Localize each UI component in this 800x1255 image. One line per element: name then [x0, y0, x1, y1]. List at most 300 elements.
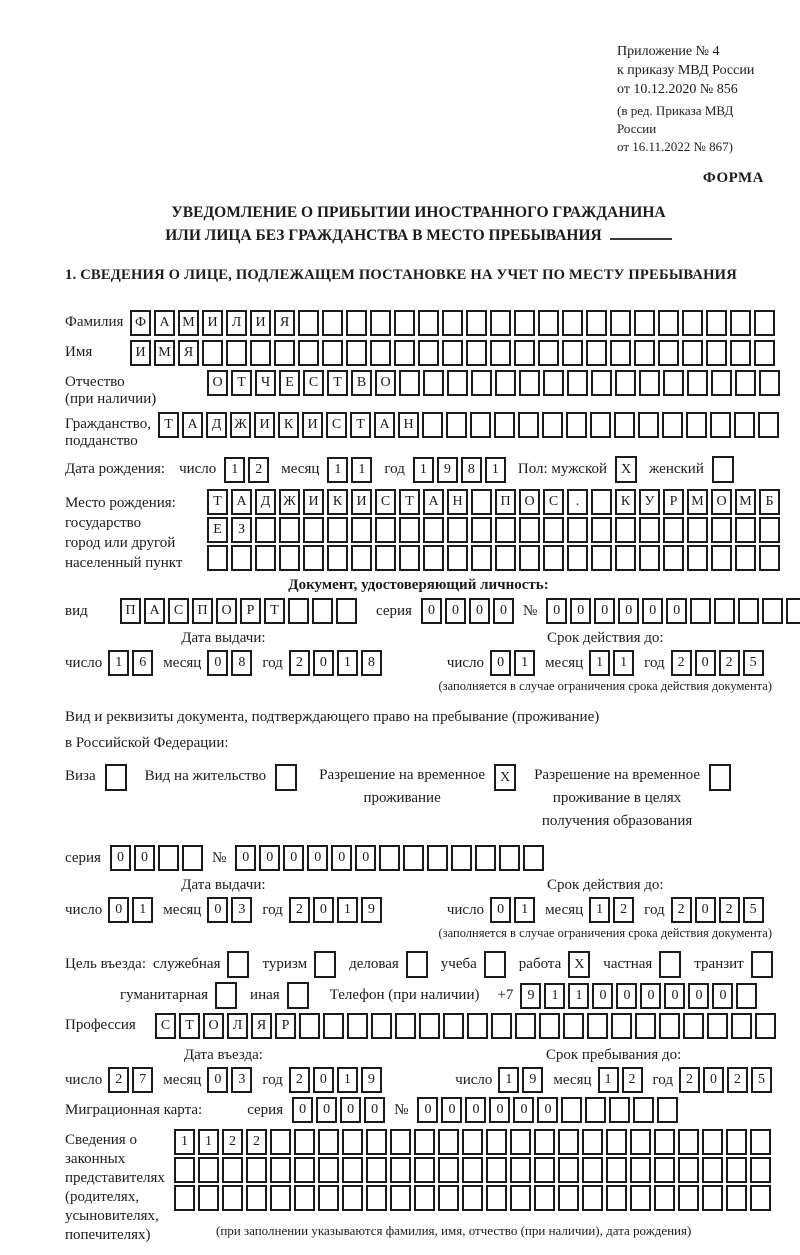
birth-place-char-box[interactable]: [303, 545, 324, 571]
residence-valid-year-box[interactable]: 2: [719, 897, 740, 923]
profession-char-box[interactable]: [707, 1013, 728, 1039]
patronymic-char-box[interactable]: [759, 370, 780, 396]
surname-char-box[interactable]: [610, 310, 631, 336]
representatives-char-box[interactable]: [750, 1157, 771, 1183]
profession-char-box[interactable]: [611, 1013, 632, 1039]
birth-place-char-box[interactable]: [471, 545, 492, 571]
representatives-char-box[interactable]: [174, 1157, 195, 1183]
entry-year-box[interactable]: 1: [337, 1067, 358, 1093]
citizenship-char-box[interactable]: [542, 412, 563, 438]
birth-place-char-box[interactable]: [615, 517, 636, 543]
profession-char-box[interactable]: [491, 1013, 512, 1039]
purpose-work-cell[interactable]: X: [568, 951, 590, 978]
phone-digit-box[interactable]: 1: [568, 983, 589, 1009]
patronymic-char-box[interactable]: Т: [327, 370, 348, 396]
citizenship-char-box[interactable]: [470, 412, 491, 438]
migration-number-box[interactable]: [609, 1097, 630, 1123]
surname-char-box[interactable]: [370, 310, 391, 336]
birth-place-char-box[interactable]: [591, 517, 612, 543]
citizenship-char-box[interactable]: [566, 412, 587, 438]
residence-issue-year-box[interactable]: 2: [289, 897, 310, 923]
residence-number-box[interactable]: 0: [283, 845, 304, 871]
birth-place-char-box[interactable]: [423, 545, 444, 571]
migration-number-box[interactable]: 0: [417, 1097, 438, 1123]
given-name-char-box[interactable]: [274, 340, 295, 366]
identity-valid-day-box[interactable]: 0: [490, 650, 511, 676]
birth-place-char-box[interactable]: [447, 545, 468, 571]
identity-valid-month-box[interactable]: 1: [589, 650, 610, 676]
birth-place-char-box[interactable]: [231, 545, 252, 571]
residence-valid-day-box[interactable]: 1: [514, 897, 535, 923]
representatives-char-box[interactable]: [726, 1129, 747, 1155]
identity-issue-year-box[interactable]: 8: [361, 650, 382, 676]
representatives-char-box[interactable]: [342, 1129, 363, 1155]
citizenship-char-box[interactable]: [494, 412, 515, 438]
representatives-char-box[interactable]: 2: [246, 1129, 267, 1155]
birth-year-box[interactable]: 1: [413, 457, 434, 483]
identity-valid-year-box[interactable]: 2: [671, 650, 692, 676]
representatives-char-box[interactable]: [630, 1185, 651, 1211]
identity-series-box[interactable]: 0: [421, 598, 442, 624]
representatives-char-box[interactable]: [558, 1157, 579, 1183]
residence-issue-month-box[interactable]: 0: [207, 897, 228, 923]
birth-place-char-box[interactable]: [447, 517, 468, 543]
phone-digit-box[interactable]: 0: [712, 983, 733, 1009]
surname-char-box[interactable]: [634, 310, 655, 336]
profession-char-box[interactable]: [635, 1013, 656, 1039]
identity-kind-char-box[interactable]: О: [216, 598, 237, 624]
profession-char-box[interactable]: [731, 1013, 752, 1039]
stay-year-box[interactable]: 0: [703, 1067, 724, 1093]
birth-place-char-box[interactable]: [327, 517, 348, 543]
identity-kind-char-box[interactable]: А: [144, 598, 165, 624]
phone-digit-box[interactable]: 0: [592, 983, 613, 1009]
given-name-char-box[interactable]: [538, 340, 559, 366]
residence-permit-cell[interactable]: [275, 764, 297, 791]
given-name-char-box[interactable]: [394, 340, 415, 366]
birth-place-char-box[interactable]: Т: [399, 489, 420, 515]
representatives-char-box[interactable]: 1: [174, 1129, 195, 1155]
birth-place-char-box[interactable]: [711, 545, 732, 571]
patronymic-char-box[interactable]: Ч: [255, 370, 276, 396]
birth-place-char-box[interactable]: [567, 545, 588, 571]
citizenship-char-box[interactable]: [422, 412, 443, 438]
profession-char-box[interactable]: [371, 1013, 392, 1039]
given-name-char-box[interactable]: [682, 340, 703, 366]
birth-place-char-box[interactable]: [543, 545, 564, 571]
phone-digit-box[interactable]: [736, 983, 757, 1009]
birth-place-char-box[interactable]: [543, 517, 564, 543]
migration-number-box[interactable]: 0: [465, 1097, 486, 1123]
patronymic-char-box[interactable]: [735, 370, 756, 396]
residence-valid-month-box[interactable]: 1: [589, 897, 610, 923]
profession-char-box[interactable]: [347, 1013, 368, 1039]
profession-char-box[interactable]: Т: [179, 1013, 200, 1039]
identity-valid-year-box[interactable]: 0: [695, 650, 716, 676]
patronymic-char-box[interactable]: [471, 370, 492, 396]
identity-issue-month-box[interactable]: 8: [231, 650, 252, 676]
identity-kind-char-box[interactable]: [312, 598, 333, 624]
residence-number-box[interactable]: 0: [259, 845, 280, 871]
patronymic-char-box[interactable]: О: [207, 370, 228, 396]
representatives-char-box[interactable]: [246, 1157, 267, 1183]
given-name-char-box[interactable]: [562, 340, 583, 366]
migration-number-box[interactable]: 0: [537, 1097, 558, 1123]
birth-place-char-box[interactable]: А: [423, 489, 444, 515]
sex-male-cell[interactable]: X: [615, 456, 637, 483]
identity-kind-char-box[interactable]: Т: [264, 598, 285, 624]
patronymic-char-box[interactable]: [615, 370, 636, 396]
identity-valid-year-box[interactable]: 2: [719, 650, 740, 676]
birth-place-char-box[interactable]: [399, 545, 420, 571]
surname-char-box[interactable]: [490, 310, 511, 336]
citizenship-char-box[interactable]: А: [374, 412, 395, 438]
profession-char-box[interactable]: [395, 1013, 416, 1039]
phone-digit-box[interactable]: 0: [664, 983, 685, 1009]
birth-place-char-box[interactable]: [399, 517, 420, 543]
citizenship-char-box[interactable]: [590, 412, 611, 438]
representatives-char-box[interactable]: [270, 1185, 291, 1211]
representatives-char-box[interactable]: [294, 1129, 315, 1155]
patronymic-char-box[interactable]: [711, 370, 732, 396]
birth-place-char-box[interactable]: И: [351, 489, 372, 515]
migration-number-box[interactable]: 0: [513, 1097, 534, 1123]
birth-month-box[interactable]: 1: [351, 457, 372, 483]
profession-char-box[interactable]: [515, 1013, 536, 1039]
representatives-char-box[interactable]: [510, 1129, 531, 1155]
birth-place-char-box[interactable]: М: [735, 489, 756, 515]
representatives-char-box[interactable]: [222, 1185, 243, 1211]
citizenship-char-box[interactable]: Н: [398, 412, 419, 438]
given-name-char-box[interactable]: [586, 340, 607, 366]
surname-char-box[interactable]: [754, 310, 775, 336]
birth-place-char-box[interactable]: Н: [447, 489, 468, 515]
patronymic-char-box[interactable]: [663, 370, 684, 396]
given-name-char-box[interactable]: [346, 340, 367, 366]
representatives-char-box[interactable]: [342, 1185, 363, 1211]
representatives-char-box[interactable]: [222, 1157, 243, 1183]
surname-char-box[interactable]: Я: [274, 310, 295, 336]
given-name-char-box[interactable]: [226, 340, 247, 366]
birth-place-char-box[interactable]: [519, 517, 540, 543]
phone-digit-box[interactable]: 0: [688, 983, 709, 1009]
birth-place-char-box[interactable]: С: [543, 489, 564, 515]
representatives-char-box[interactable]: [438, 1185, 459, 1211]
surname-char-box[interactable]: [586, 310, 607, 336]
representatives-char-box[interactable]: [366, 1129, 387, 1155]
birth-place-char-box[interactable]: [207, 545, 228, 571]
profession-char-box[interactable]: [323, 1013, 344, 1039]
given-name-char-box[interactable]: М: [154, 340, 175, 366]
identity-kind-char-box[interactable]: П: [120, 598, 141, 624]
entry-year-box[interactable]: 2: [289, 1067, 310, 1093]
representatives-char-box[interactable]: [486, 1157, 507, 1183]
migration-number-box[interactable]: [561, 1097, 582, 1123]
given-name-char-box[interactable]: [370, 340, 391, 366]
representatives-char-box[interactable]: [582, 1129, 603, 1155]
representatives-char-box[interactable]: [462, 1185, 483, 1211]
birth-place-char-box[interactable]: А: [231, 489, 252, 515]
representatives-char-box[interactable]: [726, 1185, 747, 1211]
patronymic-char-box[interactable]: [639, 370, 660, 396]
residence-number-box[interactable]: [499, 845, 520, 871]
birth-place-char-box[interactable]: М: [687, 489, 708, 515]
patronymic-char-box[interactable]: [423, 370, 444, 396]
surname-char-box[interactable]: [562, 310, 583, 336]
representatives-char-box[interactable]: [534, 1129, 555, 1155]
representatives-char-box[interactable]: [678, 1185, 699, 1211]
birth-place-char-box[interactable]: [279, 545, 300, 571]
birth-place-char-box[interactable]: Е: [207, 517, 228, 543]
birth-place-char-box[interactable]: [663, 517, 684, 543]
representatives-char-box[interactable]: [198, 1185, 219, 1211]
given-name-char-box[interactable]: [250, 340, 271, 366]
identity-number-box[interactable]: [690, 598, 711, 624]
representatives-char-box[interactable]: [654, 1185, 675, 1211]
profession-char-box[interactable]: [539, 1013, 560, 1039]
migration-number-box[interactable]: [657, 1097, 678, 1123]
patronymic-char-box[interactable]: [447, 370, 468, 396]
residence-series-box[interactable]: [182, 845, 203, 871]
temp-residence-cell[interactable]: X: [494, 764, 516, 791]
birth-place-char-box[interactable]: [711, 517, 732, 543]
birth-place-char-box[interactable]: К: [615, 489, 636, 515]
representatives-char-box[interactable]: [702, 1185, 723, 1211]
representatives-char-box[interactable]: [294, 1157, 315, 1183]
birth-place-char-box[interactable]: [591, 545, 612, 571]
profession-char-box[interactable]: Я: [251, 1013, 272, 1039]
representatives-char-box[interactable]: [606, 1129, 627, 1155]
representatives-char-box[interactable]: [270, 1129, 291, 1155]
residence-series-box[interactable]: [158, 845, 179, 871]
profession-char-box[interactable]: [563, 1013, 584, 1039]
profession-char-box[interactable]: О: [203, 1013, 224, 1039]
given-name-char-box[interactable]: [490, 340, 511, 366]
given-name-char-box[interactable]: [514, 340, 535, 366]
stay-month-box[interactable]: 1: [598, 1067, 619, 1093]
citizenship-char-box[interactable]: Д: [206, 412, 227, 438]
birth-place-char-box[interactable]: Т: [207, 489, 228, 515]
identity-issue-month-box[interactable]: 0: [207, 650, 228, 676]
identity-series-box[interactable]: 0: [469, 598, 490, 624]
surname-char-box[interactable]: И: [202, 310, 223, 336]
stay-day-box[interactable]: 1: [498, 1067, 519, 1093]
birth-place-char-box[interactable]: У: [639, 489, 660, 515]
birth-place-char-box[interactable]: [351, 545, 372, 571]
identity-issue-year-box[interactable]: 2: [289, 650, 310, 676]
birth-place-char-box[interactable]: [327, 545, 348, 571]
surname-char-box[interactable]: А: [154, 310, 175, 336]
entry-year-box[interactable]: 9: [361, 1067, 382, 1093]
identity-number-box[interactable]: 0: [570, 598, 591, 624]
representatives-char-box[interactable]: [486, 1185, 507, 1211]
residence-series-box[interactable]: 0: [110, 845, 131, 871]
representatives-char-box[interactable]: [342, 1157, 363, 1183]
representatives-char-box[interactable]: [270, 1157, 291, 1183]
surname-char-box[interactable]: [538, 310, 559, 336]
birth-place-char-box[interactable]: [663, 545, 684, 571]
identity-number-box[interactable]: 0: [546, 598, 567, 624]
phone-digit-box[interactable]: 0: [640, 983, 661, 1009]
patronymic-char-box[interactable]: [519, 370, 540, 396]
residence-number-box[interactable]: 0: [235, 845, 256, 871]
patronymic-char-box[interactable]: С: [303, 370, 324, 396]
citizenship-char-box[interactable]: А: [182, 412, 203, 438]
surname-char-box[interactable]: [322, 310, 343, 336]
identity-number-box[interactable]: [786, 598, 800, 624]
migration-series-box[interactable]: 0: [316, 1097, 337, 1123]
citizenship-char-box[interactable]: [662, 412, 683, 438]
birth-place-char-box[interactable]: Ж: [279, 489, 300, 515]
birth-place-char-box[interactable]: [471, 489, 492, 515]
surname-char-box[interactable]: Ф: [130, 310, 151, 336]
given-name-char-box[interactable]: И: [130, 340, 151, 366]
birth-place-char-box[interactable]: [351, 517, 372, 543]
representatives-char-box[interactable]: [582, 1157, 603, 1183]
residence-number-box[interactable]: 0: [307, 845, 328, 871]
representatives-char-box[interactable]: [534, 1185, 555, 1211]
profession-char-box[interactable]: Р: [275, 1013, 296, 1039]
citizenship-char-box[interactable]: [518, 412, 539, 438]
representatives-char-box[interactable]: [726, 1157, 747, 1183]
birth-place-char-box[interactable]: [255, 517, 276, 543]
representatives-char-box[interactable]: [630, 1129, 651, 1155]
identity-valid-month-box[interactable]: 1: [613, 650, 634, 676]
surname-char-box[interactable]: И: [250, 310, 271, 336]
identity-kind-char-box[interactable]: [288, 598, 309, 624]
profession-char-box[interactable]: [659, 1013, 680, 1039]
representatives-char-box[interactable]: 2: [222, 1129, 243, 1155]
entry-day-box[interactable]: 2: [108, 1067, 129, 1093]
identity-kind-char-box[interactable]: [336, 598, 357, 624]
birth-place-char-box[interactable]: О: [711, 489, 732, 515]
migration-number-box[interactable]: 0: [489, 1097, 510, 1123]
birth-place-char-box[interactable]: [471, 517, 492, 543]
birth-place-char-box[interactable]: [375, 545, 396, 571]
migration-number-box[interactable]: 0: [441, 1097, 462, 1123]
purpose-private-cell[interactable]: [659, 951, 681, 978]
surname-char-box[interactable]: [658, 310, 679, 336]
representatives-char-box[interactable]: [318, 1157, 339, 1183]
representatives-char-box[interactable]: [654, 1157, 675, 1183]
birth-place-char-box[interactable]: Д: [255, 489, 276, 515]
patronymic-char-box[interactable]: В: [351, 370, 372, 396]
identity-kind-char-box[interactable]: П: [192, 598, 213, 624]
given-name-char-box[interactable]: [634, 340, 655, 366]
birth-place-char-box[interactable]: З: [231, 517, 252, 543]
representatives-char-box[interactable]: [438, 1129, 459, 1155]
representatives-char-box[interactable]: [414, 1157, 435, 1183]
representatives-char-box[interactable]: [414, 1129, 435, 1155]
given-name-char-box[interactable]: [322, 340, 343, 366]
entry-year-box[interactable]: 0: [313, 1067, 334, 1093]
entry-month-box[interactable]: 0: [207, 1067, 228, 1093]
birth-day-box[interactable]: 2: [248, 457, 269, 483]
representatives-char-box[interactable]: 1: [198, 1129, 219, 1155]
patronymic-char-box[interactable]: [567, 370, 588, 396]
residence-issue-month-box[interactable]: 3: [231, 897, 252, 923]
citizenship-char-box[interactable]: Т: [350, 412, 371, 438]
birth-place-char-box[interactable]: К: [327, 489, 348, 515]
birth-place-char-box[interactable]: [591, 489, 612, 515]
identity-valid-year-box[interactable]: 5: [743, 650, 764, 676]
patronymic-char-box[interactable]: [495, 370, 516, 396]
identity-number-box[interactable]: [738, 598, 759, 624]
citizenship-char-box[interactable]: [686, 412, 707, 438]
representatives-char-box[interactable]: [534, 1157, 555, 1183]
birth-place-char-box[interactable]: [615, 545, 636, 571]
citizenship-char-box[interactable]: [614, 412, 635, 438]
purpose-humanitarian-cell[interactable]: [215, 982, 237, 1009]
birth-year-box[interactable]: 1: [485, 457, 506, 483]
stay-month-box[interactable]: 2: [622, 1067, 643, 1093]
profession-char-box[interactable]: [683, 1013, 704, 1039]
patronymic-char-box[interactable]: [543, 370, 564, 396]
identity-number-box[interactable]: [714, 598, 735, 624]
profession-char-box[interactable]: С: [155, 1013, 176, 1039]
given-name-char-box[interactable]: [442, 340, 463, 366]
surname-char-box[interactable]: [514, 310, 535, 336]
profession-char-box[interactable]: [587, 1013, 608, 1039]
patronymic-char-box[interactable]: [687, 370, 708, 396]
representatives-char-box[interactable]: [558, 1129, 579, 1155]
citizenship-char-box[interactable]: С: [326, 412, 347, 438]
purpose-official-cell[interactable]: [227, 951, 249, 978]
identity-number-box[interactable]: 0: [642, 598, 663, 624]
residence-valid-year-box[interactable]: 2: [671, 897, 692, 923]
citizenship-char-box[interactable]: Т: [158, 412, 179, 438]
profession-char-box[interactable]: [443, 1013, 464, 1039]
identity-number-box[interactable]: 0: [618, 598, 639, 624]
identity-number-box[interactable]: [762, 598, 783, 624]
representatives-char-box[interactable]: [606, 1157, 627, 1183]
residence-number-box[interactable]: 0: [331, 845, 352, 871]
surname-char-box[interactable]: [346, 310, 367, 336]
identity-issue-day-box[interactable]: 1: [108, 650, 129, 676]
representatives-char-box[interactable]: [654, 1129, 675, 1155]
birth-place-char-box[interactable]: [375, 517, 396, 543]
residence-number-box[interactable]: [475, 845, 496, 871]
residence-series-box[interactable]: 0: [134, 845, 155, 871]
identity-issue-day-box[interactable]: 6: [132, 650, 153, 676]
birth-place-char-box[interactable]: [735, 545, 756, 571]
purpose-tourism-cell[interactable]: [314, 951, 336, 978]
purpose-business-cell[interactable]: [406, 951, 428, 978]
citizenship-char-box[interactable]: [638, 412, 659, 438]
representatives-char-box[interactable]: [486, 1129, 507, 1155]
surname-char-box[interactable]: [442, 310, 463, 336]
citizenship-char-box[interactable]: [734, 412, 755, 438]
identity-series-box[interactable]: 0: [493, 598, 514, 624]
representatives-char-box[interactable]: [582, 1185, 603, 1211]
birth-place-char-box[interactable]: [759, 517, 780, 543]
migration-series-box[interactable]: 0: [364, 1097, 385, 1123]
representatives-char-box[interactable]: [366, 1185, 387, 1211]
patronymic-char-box[interactable]: [399, 370, 420, 396]
surname-char-box[interactable]: [730, 310, 751, 336]
birth-place-char-box[interactable]: Б: [759, 489, 780, 515]
purpose-transit-cell[interactable]: [751, 951, 773, 978]
given-name-char-box[interactable]: [658, 340, 679, 366]
representatives-char-box[interactable]: [318, 1129, 339, 1155]
representatives-char-box[interactable]: [750, 1129, 771, 1155]
citizenship-char-box[interactable]: [446, 412, 467, 438]
migration-number-box[interactable]: [585, 1097, 606, 1123]
representatives-char-box[interactable]: [750, 1185, 771, 1211]
residence-issue-day-box[interactable]: 0: [108, 897, 129, 923]
temp-residence-edu-cell[interactable]: [709, 764, 731, 791]
representatives-char-box[interactable]: [390, 1157, 411, 1183]
